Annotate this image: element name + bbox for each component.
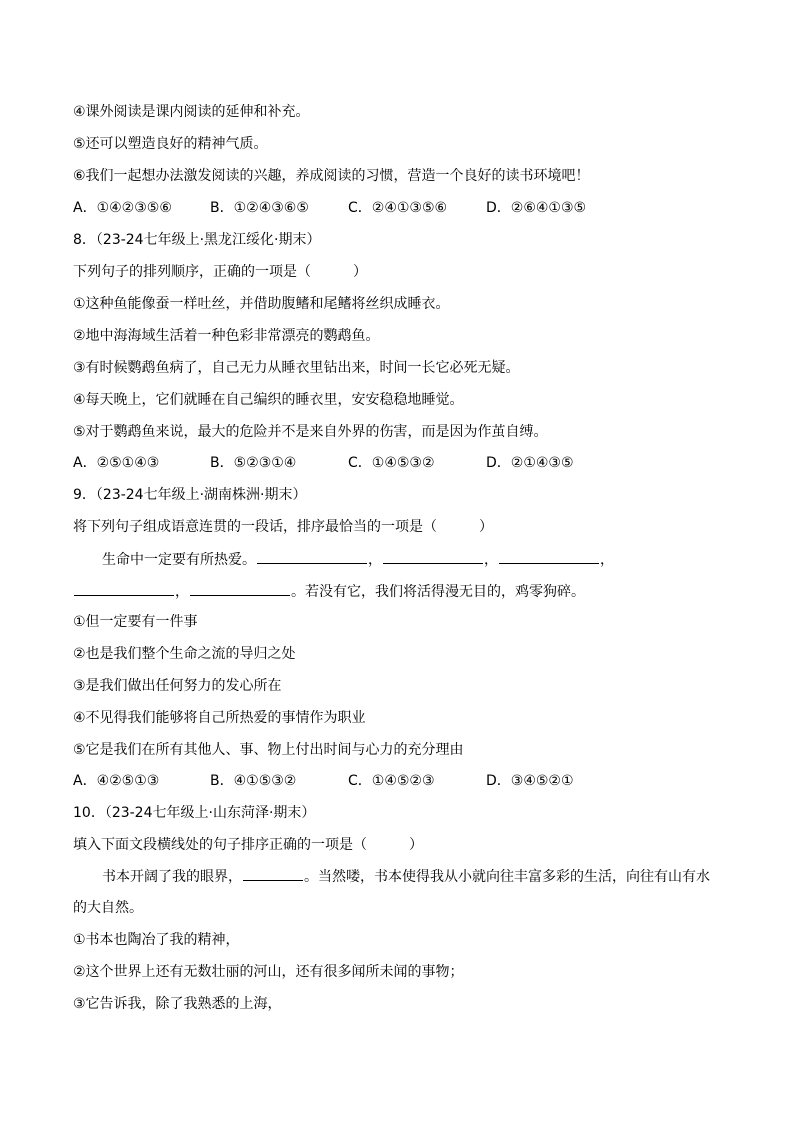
comma: ， [175, 584, 189, 600]
q8-item-3: ③有时候鹦鹉鱼病了，自己无力从睡衣里钻出来，时间一长它必死无疑。 [73, 360, 520, 376]
q8-item-5: ⑤对于鹦鹉鱼来说，最大的危险并不是来自外界的伤害，而是因为作茧自缚。 [73, 424, 548, 440]
q8-option-a: A．②⑤①④③ [73, 455, 160, 471]
q9-item-3: ③是我们做出任何努力的发心所在 [73, 678, 282, 694]
q10-passage-line-1 [102, 866, 710, 887]
q10-passage-b: 。当然喽，书本使得我从小就向往丰富多彩的生活，向往有山有水 [304, 869, 710, 885]
q7-option-a: A．①④②③⑤⑥ [73, 200, 172, 216]
q7-option-d: D．②⑥④①③⑤ [486, 200, 587, 216]
q9-option-b: B．④①⑤③② [210, 773, 297, 789]
q9-header: 9．（23-24七年级上·湖南株洲·期末） [73, 487, 307, 503]
q7-item-5: ⑤还可以塑造良好的精神气质。 [73, 136, 268, 152]
answer-blank [74, 581, 174, 596]
q7-item-4: ④课外阅读是课内阅读的延伸和补充。 [73, 104, 310, 120]
q8-item-2: ②地中海海域生活着一种色彩非常漂亮的鹦鹉鱼。 [73, 328, 380, 344]
comma: ， [600, 552, 614, 568]
q10-passage-a: 书本开阔了我的眼界， [102, 869, 242, 885]
q9-item-1: ①但一定要有一件事 [73, 614, 198, 630]
q10-item-1: ①书本也陶冶了我的精神， [73, 932, 240, 948]
q9-option-d: D．③④⑤②① [486, 773, 574, 789]
q10-item-2: ②这个世界上还有无数壮丽的河山，还有很多闻所未闻的事物； [73, 964, 464, 980]
q8-prompt: 下列句子的排列顺序，正确的一项是（ ） [73, 264, 367, 280]
q9-passage-start: 生命中一定要有所热爱。 [102, 552, 256, 568]
q9-item-2: ②也是我们整个生命之流的导归之处 [73, 646, 296, 662]
q10-header: 10．（23-24七年级上·山东菏泽·期末） [73, 805, 316, 821]
q8-option-c: C．①④⑤③② [348, 455, 435, 471]
q9-item-5: ⑤它是我们在所有其他人、事、物上付出时间与心力的充分理由 [73, 742, 464, 758]
comma: ， [368, 552, 382, 568]
q9-option-a: A．④②⑤①③ [73, 773, 160, 789]
q8-header: 8．（23-24七年级上·黑龙江绥化·期末） [73, 232, 321, 248]
answer-blank [190, 581, 290, 596]
q9-passage-line-1 [102, 549, 614, 570]
q8-option-b: B．⑤②③①④ [210, 455, 297, 471]
q10-prompt: 填入下面文段横线处的句子排序正确的一项是（ ） [73, 837, 423, 853]
q7-option-b: B．①②④③⑥⑤ [210, 200, 309, 216]
q10-item-3: ③它告诉我，除了我熟悉的上海， [73, 996, 282, 1012]
q9-passage-end: 。若没有它，我们将活得漫无目的，鸡零狗碎。 [291, 584, 585, 600]
q9-option-c: C．①④⑤②③ [348, 773, 435, 789]
answer-blank [499, 549, 599, 564]
answer-blank [383, 549, 483, 564]
q9-item-4: ④不见得我们能够将自己所热爱的事情作为职业 [73, 710, 366, 726]
q9-passage-line-2 [73, 581, 585, 602]
q7-option-c: C．②④①③⑤⑥ [348, 200, 448, 216]
q9-prompt: 将下列句子组成语意连贯的一段话，排序最恰当的一项是（ ） [73, 519, 493, 535]
q8-item-1: ①这种鱼能像蚕一样吐丝，并借助腹鳍和尾鳍将丝织成睡衣。 [73, 296, 450, 312]
q8-item-4: ④每天晚上，它们就睡在自己编织的睡衣里，安安稳稳地睡觉。 [73, 392, 464, 408]
answer-blank [257, 549, 367, 564]
q7-item-6: ⑥我们一起想办法激发阅读的兴趣，养成阅读的习惯，营造一个良好的读书环境吧！ [73, 168, 590, 184]
answer-blank [243, 866, 303, 881]
q10-passage-line-2: 的大自然。 [73, 900, 143, 916]
comma: ， [484, 552, 498, 568]
q8-option-d: D．②①④③⑤ [486, 455, 574, 471]
